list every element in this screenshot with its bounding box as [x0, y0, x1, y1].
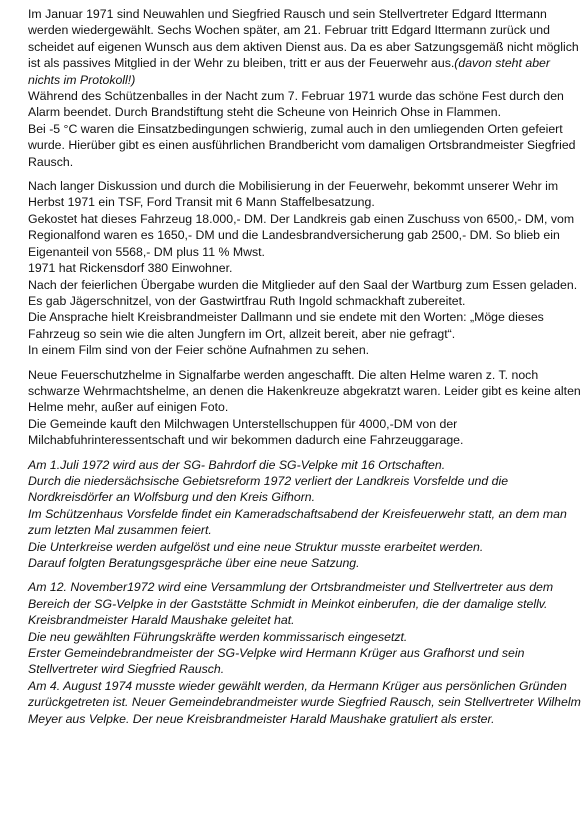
italic-text: Stellvertreter wird Siegfried Rausch.	[28, 662, 225, 677]
body-text: Die Ansprache hielt Kreisbrandmeister Dallmann und sie endete mit den Worten: „Möge dieses	[28, 310, 544, 325]
text-line	[28, 154, 580, 170]
text-line	[28, 457, 580, 473]
body-text: Es gab Jägerschnitzel, von der Gastwirtfrau Ruth Ingold schmackhaft zubereitet.	[28, 293, 466, 308]
body-text: Herbst 1971 ein TSF, Ford Transit mit 6 Mann Staffelbesatzung.	[28, 195, 375, 210]
text-line	[28, 309, 580, 325]
body-text: Bei -5 °C waren die Einsatzbedingungen schwierig, zumal auch in den umliegenden Orten gefeiert	[28, 121, 563, 136]
paragraph	[28, 178, 580, 358]
text-line	[28, 416, 580, 432]
italic-text: Am 1.Juli 1972 wird aus der SG- Bahrdorf die SG-Velpke mit 16 Ortschaften.	[28, 457, 446, 472]
text-line	[28, 260, 580, 276]
text-line	[28, 579, 580, 595]
body-text: Eigenanteil von 5568,- DM plus 11 % Mwst.	[28, 244, 265, 259]
body-text: ist als passives Mitglied in der Wehr zu bleiben, tritt er aus der Feuerwehr aus.	[28, 56, 455, 71]
italic-text: (davon steht aber	[454, 56, 550, 71]
italic-text: Bereich der SG-Velpke in der Gaststätte Schmidt in Meinkot einberufen, die der damalige stellv.	[28, 596, 548, 611]
text-line	[28, 104, 580, 120]
italic-text: nichts im Protokoll!)	[28, 72, 136, 87]
text-line	[28, 194, 580, 210]
text-line	[28, 555, 580, 571]
text-line	[28, 489, 580, 505]
body-text: Die Gemeinde kauft den Milchwagen Unterstellschuppen für 4000,-DM von der	[28, 416, 458, 431]
body-text: Alarm beendet. Durch Brandstiftung steht die Scheune von Heinrich Ohse in Flammen.	[28, 105, 501, 120]
paragraph-gap	[28, 571, 580, 579]
body-text: scheidet auf eigenen Wunsch aus dem aktiven Dienst aus. Da es aber Satzungsgemäß nicht möglich	[28, 39, 579, 54]
italic-text: Am 12. November1972 wird eine Versammlung der Ortsbrandmeister und Stellvertreter aus dem	[28, 580, 554, 595]
text-line	[28, 121, 580, 137]
body-text: Im Januar 1971 sind Neuwahlen und Siegfried Rausch und sein Stellvertreter Edgard Ittermann	[28, 7, 547, 21]
text-line	[28, 326, 580, 342]
text-line	[28, 227, 580, 243]
italic-text: Darauf folgten Beratungsgespräche über eine neue Satzung.	[28, 556, 360, 570]
paragraph	[28, 367, 580, 449]
italic-text: Erster Gemeindebrandmeister der SG-Velpke wird Hermann Krüger aus Grafhorst und sein	[28, 646, 525, 661]
text-line	[28, 473, 580, 489]
text-line	[28, 55, 580, 71]
text-line	[28, 244, 580, 260]
text-line	[28, 711, 580, 727]
text-line	[28, 277, 580, 293]
italic-text: zum letzten Mal zusammen feiert.	[28, 523, 212, 538]
text-line	[28, 178, 580, 194]
italic-text: zurückgetreten ist. Neuer Gemeindebrandmeister wurde Siegfried Rausch, sein Stellvertreter Wilhelm	[28, 695, 581, 710]
text-line	[28, 645, 580, 661]
body-text: Milchabfuhrinteressentschaft und wir bekommen dadurch eine Fahrzeuggarage.	[28, 433, 464, 448]
document-page	[28, 6, 580, 727]
body-text: schwarze Wehrmachtshelme, an denen die Hakenkreuze abgekratzt waren. Leider gibt es keine alten	[28, 383, 581, 398]
text-line	[28, 399, 580, 415]
text-line	[28, 629, 580, 645]
text-line	[28, 39, 580, 55]
text-line	[28, 432, 580, 448]
italic-text: Durch die niedersächsische Gebietsreform 1972 verliert der Landkreis Vorsfelde und die	[28, 473, 509, 488]
text-line	[28, 506, 580, 522]
italic-text: Kreisbrandmeister Harald Maushake geleitet hat.	[28, 613, 295, 628]
text-line	[28, 137, 580, 153]
paragraph-gap	[28, 170, 580, 178]
italic-text: Nordkreisdörfer an Wolfsburg und den Kreis Gifhorn.	[28, 490, 316, 505]
body-text: Helme mehr, außer auf einigen Foto.	[28, 400, 229, 415]
body-text: Gekostet hat dieses Fahrzeug 18.000,- DM. Der Landkreis gab einen Zuschuss von 6500,- DM, vom	[28, 211, 575, 226]
text-line	[28, 383, 580, 399]
text-line	[28, 88, 580, 104]
italic-text: Im Schützenhaus Vorsfelde findet ein Kameradschaftsabend der Kreisfeuerwehr statt, an dem man	[28, 506, 567, 521]
text-line	[28, 22, 580, 38]
body-text: Nach langer Diskussion und durch die Mobilisierung in der Feuerwehr, bekommt unserer Wehr im	[28, 179, 559, 194]
paragraph	[28, 457, 580, 572]
paragraph-gap	[28, 449, 580, 457]
body-text: wurde. Hierüber gibt es einen ausführlichen Brandbericht vom damaligen Ortsbrandmeister Siegfried	[28, 138, 576, 153]
body-text: Neue Feuerschutzhelme in Signalfarbe werden angeschafft. Die alten Helme waren z. T. noch	[28, 367, 539, 382]
text-line	[28, 342, 580, 358]
text-line	[28, 678, 580, 694]
body-text: Rausch.	[28, 154, 74, 169]
body-text: Nach der feierlichen Übergabe wurden die Mitglieder auf den Saal der Wartburg zum Essen geladen.	[28, 277, 578, 292]
italic-text: Die Unterkreise werden aufgelöst und eine neue Struktur musste erarbeitet werden.	[28, 539, 484, 554]
paragraph	[28, 579, 580, 727]
body-text: werden wiedergewählt. Sechs Wochen später, am 21. Februar tritt Edgard Ittermann zurück und	[28, 23, 550, 38]
text-line	[28, 293, 580, 309]
text-line	[28, 694, 580, 710]
italic-text: Die neu gewählten Führungskräfte werden kommissarisch eingesetzt.	[28, 629, 408, 644]
body-text: Regionalfond waren es 1650,- DM und die Landesbrandversicherung gab 2500,- DM. So blieb ein	[28, 228, 560, 243]
body-text: Fahrzeug so sein wie die alten Jungfern im Ort, allzeit bereit, aber nie gefragt“.	[28, 326, 456, 341]
text-line	[28, 596, 580, 612]
body-text: 1971 hat Rickensdorf 380 Einwohner.	[28, 261, 233, 276]
text-line	[28, 211, 580, 227]
text-line	[28, 6, 580, 22]
italic-text: Meyer aus Velpke. Der neue Kreisbrandmeister Harald Maushake gratuliert als erster.	[28, 711, 495, 726]
body-text: Während des Schützenballes in der Nacht zum 7. Februar 1971 wurde das schöne Fest durch den	[28, 89, 564, 104]
body-text: In einem Film sind von der Feier schöne Aufnahmen zu sehen.	[28, 343, 370, 358]
italic-text: Am 4. August 1974 musste wieder gewählt werden, da Hermann Krüger aus persönlichen Gründen	[28, 678, 567, 693]
text-line	[28, 612, 580, 628]
paragraph-gap	[28, 359, 580, 367]
text-line	[28, 72, 580, 88]
text-line	[28, 539, 580, 555]
text-line	[28, 522, 580, 538]
paragraph	[28, 6, 580, 170]
text-line	[28, 661, 580, 677]
text-line	[28, 367, 580, 383]
